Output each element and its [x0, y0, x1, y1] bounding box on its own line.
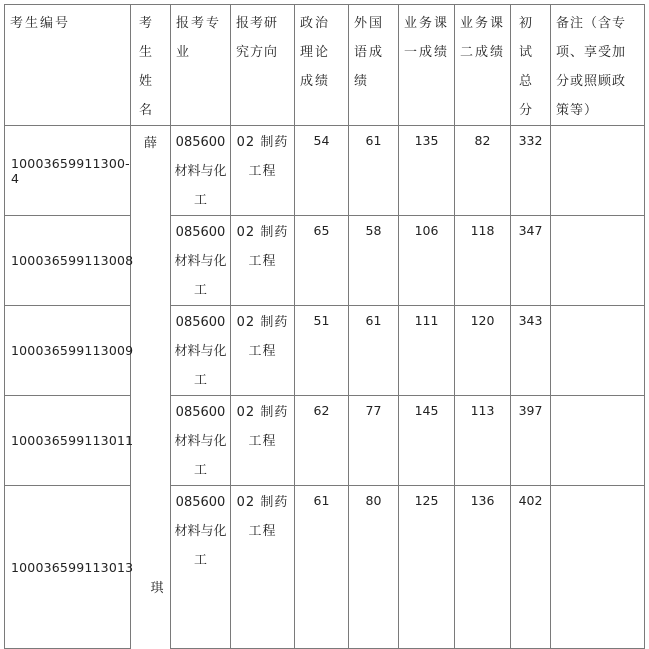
candidate-name-column — [131, 126, 171, 649]
candidate-id: 100036599113004 — [5, 126, 131, 216]
header-direction: 报考研究方向 — [231, 5, 295, 126]
course-one-score: 111 — [399, 306, 455, 396]
header-course-two: 业务课二成绩 — [455, 5, 511, 126]
foreign-language-score: 61 — [349, 126, 399, 216]
politics-score: 51 — [295, 306, 349, 396]
major: 085600材料与化工 — [171, 396, 231, 486]
header-politics: 政治理论成绩 — [295, 5, 349, 126]
header-notes: 备注（含专项、享受加分或照顾政策等） — [551, 5, 645, 126]
politics-score: 65 — [295, 216, 349, 306]
header-course-one: 业务课一成绩 — [399, 5, 455, 126]
research-direction: 02 制药工程 — [231, 486, 295, 649]
score-table — [4, 4, 645, 649]
candidate-id: 100036599113009 — [5, 306, 131, 396]
major: 085600材料与化工 — [171, 216, 231, 306]
course-two-score: 118 — [455, 216, 511, 306]
header-major: 报考专业 — [171, 5, 231, 126]
candidate-name: 薛 — [143, 136, 157, 151]
research-direction: 02 制药工程 — [231, 306, 295, 396]
candidate-id: 100036599113013 — [5, 486, 131, 649]
notes — [551, 306, 645, 396]
header-candidate-id: 考生编号 — [5, 5, 131, 126]
header-total: 初试总分 — [511, 5, 551, 126]
table-row — [5, 396, 645, 486]
foreign-language-score: 58 — [349, 216, 399, 306]
notes — [551, 396, 645, 486]
research-direction: 02 制药工程 — [231, 216, 295, 306]
notes — [551, 126, 645, 216]
candidate-id: 100036599113011 — [5, 396, 131, 486]
course-one-score: 125 — [399, 486, 455, 649]
table-row — [5, 486, 645, 649]
research-direction: 02 制药工程 — [231, 396, 295, 486]
header-foreign-language: 外国语成绩 — [349, 5, 399, 126]
last-candidate-name: 琪 — [150, 581, 164, 596]
notes — [551, 216, 645, 306]
total-score: 347 — [511, 216, 551, 306]
course-one-score: 135 — [399, 126, 455, 216]
candidate-id: 100036599113008 — [5, 216, 131, 306]
course-two-score: 136 — [455, 486, 511, 649]
foreign-language-score: 61 — [349, 306, 399, 396]
total-score: 332 — [511, 126, 551, 216]
total-score: 343 — [511, 306, 551, 396]
research-direction: 02 制药工程 — [231, 126, 295, 216]
course-one-score: 145 — [399, 396, 455, 486]
table-row — [5, 306, 645, 396]
major: 085600材料与化工 — [171, 306, 231, 396]
foreign-language-score: 77 — [349, 396, 399, 486]
foreign-language-score: 80 — [349, 486, 399, 649]
course-two-score: 120 — [455, 306, 511, 396]
politics-score: 61 — [295, 486, 349, 649]
notes — [551, 486, 645, 649]
total-score: 397 — [511, 396, 551, 486]
course-two-score: 113 — [455, 396, 511, 486]
header-row — [5, 5, 645, 126]
table-row — [5, 216, 645, 306]
course-one-score: 106 — [399, 216, 455, 306]
table-row — [5, 126, 645, 216]
politics-score: 54 — [295, 126, 349, 216]
total-score: 402 — [511, 486, 551, 649]
header-candidate-name: 考生姓名 — [131, 5, 171, 126]
major: 085600材料与化工 — [171, 126, 231, 216]
politics-score: 62 — [295, 396, 349, 486]
major: 085600材料与化工 — [171, 486, 231, 649]
course-two-score: 82 — [455, 126, 511, 216]
